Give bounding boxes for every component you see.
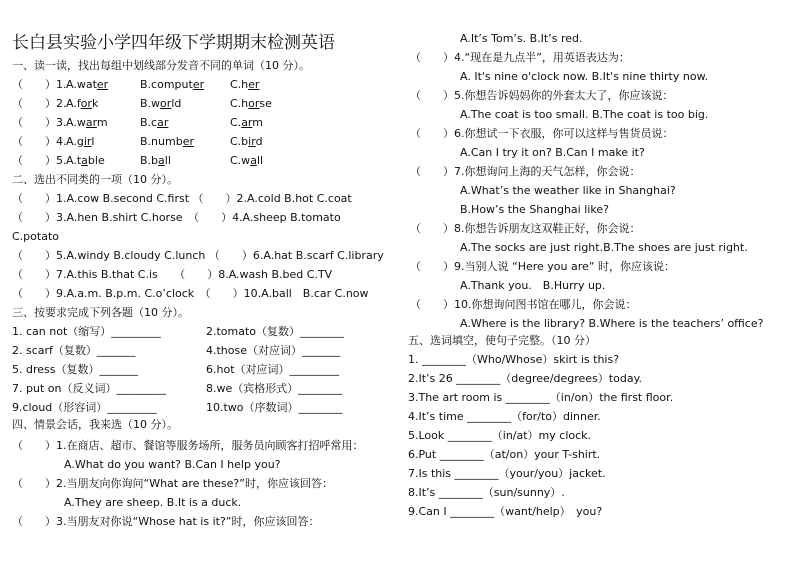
s4-options: A.What’s the weather like in Shanghai? xyxy=(460,184,676,197)
s4-options: B.How’s the Shanghai like? xyxy=(460,203,609,216)
s5-item: 9.Can I ________（want/help） you? xyxy=(408,505,603,518)
s5-item: 1. ________（Who/Whose）skirt is this? xyxy=(408,353,620,366)
s4-options: A.It’s Tom’s. B.It’s red. xyxy=(460,32,583,45)
section-2-heading: 二、选出不同类的一项（10 分）。 xyxy=(12,173,178,186)
s4-options: A.What do you want? B.Can I help you? xyxy=(64,458,281,471)
s5-item: 5.Look ________（in/at）my clock. xyxy=(408,429,592,442)
s1-row-4: （ ）4. A.girl B.number C.bird xyxy=(12,135,263,148)
s4-question: （ ）5.你想告诉妈妈你的外套太大了，你应该说： xyxy=(410,89,674,102)
s5-item: 7.Is this ________（your/you）jacket. xyxy=(408,467,606,480)
s4-options: A.The coat is too small. B.The coat is too big. xyxy=(460,108,709,121)
s5-item: 6.Put ________（at/on）your T-shirt. xyxy=(408,448,601,461)
s2-line-5: （ ）7.A.this B.that C.is （ ）8.A.wash B.bed C.TV xyxy=(12,268,333,281)
s4-options: A. It's nine o'clock now. B.It's nine thirty now. xyxy=(460,70,709,83)
s2-line-2: （ ）3.A.hen B.shirt C.horse （ ）4.A.sheep B.tomato xyxy=(12,211,341,224)
s3-item: 6.hot（对应词）_________ xyxy=(206,363,340,376)
s3-item: 5. dress（复数）_______ xyxy=(12,363,138,376)
answer-paren[interactable]: （ ） xyxy=(12,135,56,148)
s4-options: A.The socks are just right.B.The shoes are just right. xyxy=(460,241,748,254)
s3-item: 10.two（序数词）________ xyxy=(206,401,343,414)
answer-paren[interactable]: （ ） xyxy=(12,116,56,129)
s4-question: （ ）4.“现在是九点半”，用英语表达为： xyxy=(410,51,630,64)
s4-question: （ ）10.你想询问图书馆在哪儿，你会说： xyxy=(410,298,637,311)
section-4-heading: 四、情景会话，我来选（10 分）。 xyxy=(12,418,178,431)
answer-paren[interactable]: （ ） xyxy=(12,78,56,91)
s1-row-5: （ ）5. A.table B.ball C.wall xyxy=(12,154,264,167)
s5-item: 8.It’s ________（sun/sunny）. xyxy=(408,486,565,499)
s4-question: （ ）6.你想试一下衣服，你可以这样与售货员说： xyxy=(410,127,674,140)
page-title: 长白县实验小学四年级下学期期末检测英语 xyxy=(12,33,335,53)
s1-row-3: （ ）3. A.warm B.car C.arm xyxy=(12,116,263,129)
s5-item: 3.The art room is ________（in/on）the first floor. xyxy=(408,391,674,404)
s4-question: （ ）3.当朋友对你说“Whose hat is it?”时，你应该回答： xyxy=(12,515,320,528)
s3-item: 1. can not（缩写）_________ xyxy=(12,325,161,338)
s1-row-2: （ ）2. A.fork B.world C.horse xyxy=(12,97,272,110)
s5-item: 2.It’s 26 ________（degree/degrees）today. xyxy=(408,372,643,385)
s4-question: （ ）2.当朋友向你询问“What are these?”时，你应该回答： xyxy=(12,477,333,490)
section-5-heading: 五、选词填空，使句子完整。（10 分） xyxy=(408,334,596,347)
section-3-heading: 三、按要求完成下列各题（10 分）。 xyxy=(12,306,189,319)
s3-item: 9.cloud（形容词）_________ xyxy=(12,401,157,414)
s2-line-3: C.potato xyxy=(12,230,59,243)
s4-options: A.Can I try it on? B.Can I make it? xyxy=(460,146,645,159)
s3-item: 8.we（宾格形式）________ xyxy=(206,382,343,395)
s3-item: 2. scarf（复数）_______ xyxy=(12,344,136,357)
s4-question: （ ）8.你想告诉朋友这双鞋正好，你会说： xyxy=(410,222,641,235)
answer-paren[interactable]: （ ） xyxy=(12,97,56,110)
answer-paren[interactable]: （ ） xyxy=(12,154,56,167)
s4-question: （ ）9.当别人说 “Here you are” 时，你应该说： xyxy=(410,260,675,273)
s1-row-1: （ ）1. A.water B.computer C.her xyxy=(12,78,260,91)
s4-options: A.Where is the library? B.Where is the teachers’ office? xyxy=(460,317,764,330)
s2-line-4: （ ）5.A.windy B.cloudy C.lunch （ ）6.A.hat B.scarf C.library xyxy=(12,249,384,262)
section-1-heading: 一、读一读，找出每组中划线部分发音不同的单词（10 分）。 xyxy=(12,59,310,72)
s4-question: （ ）1.在商店、超市、餐馆等服务场所，服务员向顾客打招呼常用： xyxy=(12,439,364,452)
s4-question: （ ）7.你想询问上海的天气怎样，你会说： xyxy=(410,165,641,178)
s4-options: A.They are sheep. B.It is a duck. xyxy=(64,496,242,509)
s4-options: A.Thank you. B.Hurry up. xyxy=(460,279,606,292)
s3-item: 4.those（对应词）_______ xyxy=(206,344,341,357)
s5-item: 4.It’s time ________（for/to）dinner. xyxy=(408,410,601,423)
s3-item: 7. put on（反义词）_________ xyxy=(12,382,166,395)
s3-item: 2.tomato（复数）________ xyxy=(206,325,345,338)
s2-line-6: （ ）9.A.a.m. B.p.m. C.o’clock （ ）10.A.ball B.car C.now xyxy=(12,287,369,300)
s2-line-1: （ ）1.A.cow B.second C.first （ ）2.A.cold B.hot C.coat xyxy=(12,192,352,205)
